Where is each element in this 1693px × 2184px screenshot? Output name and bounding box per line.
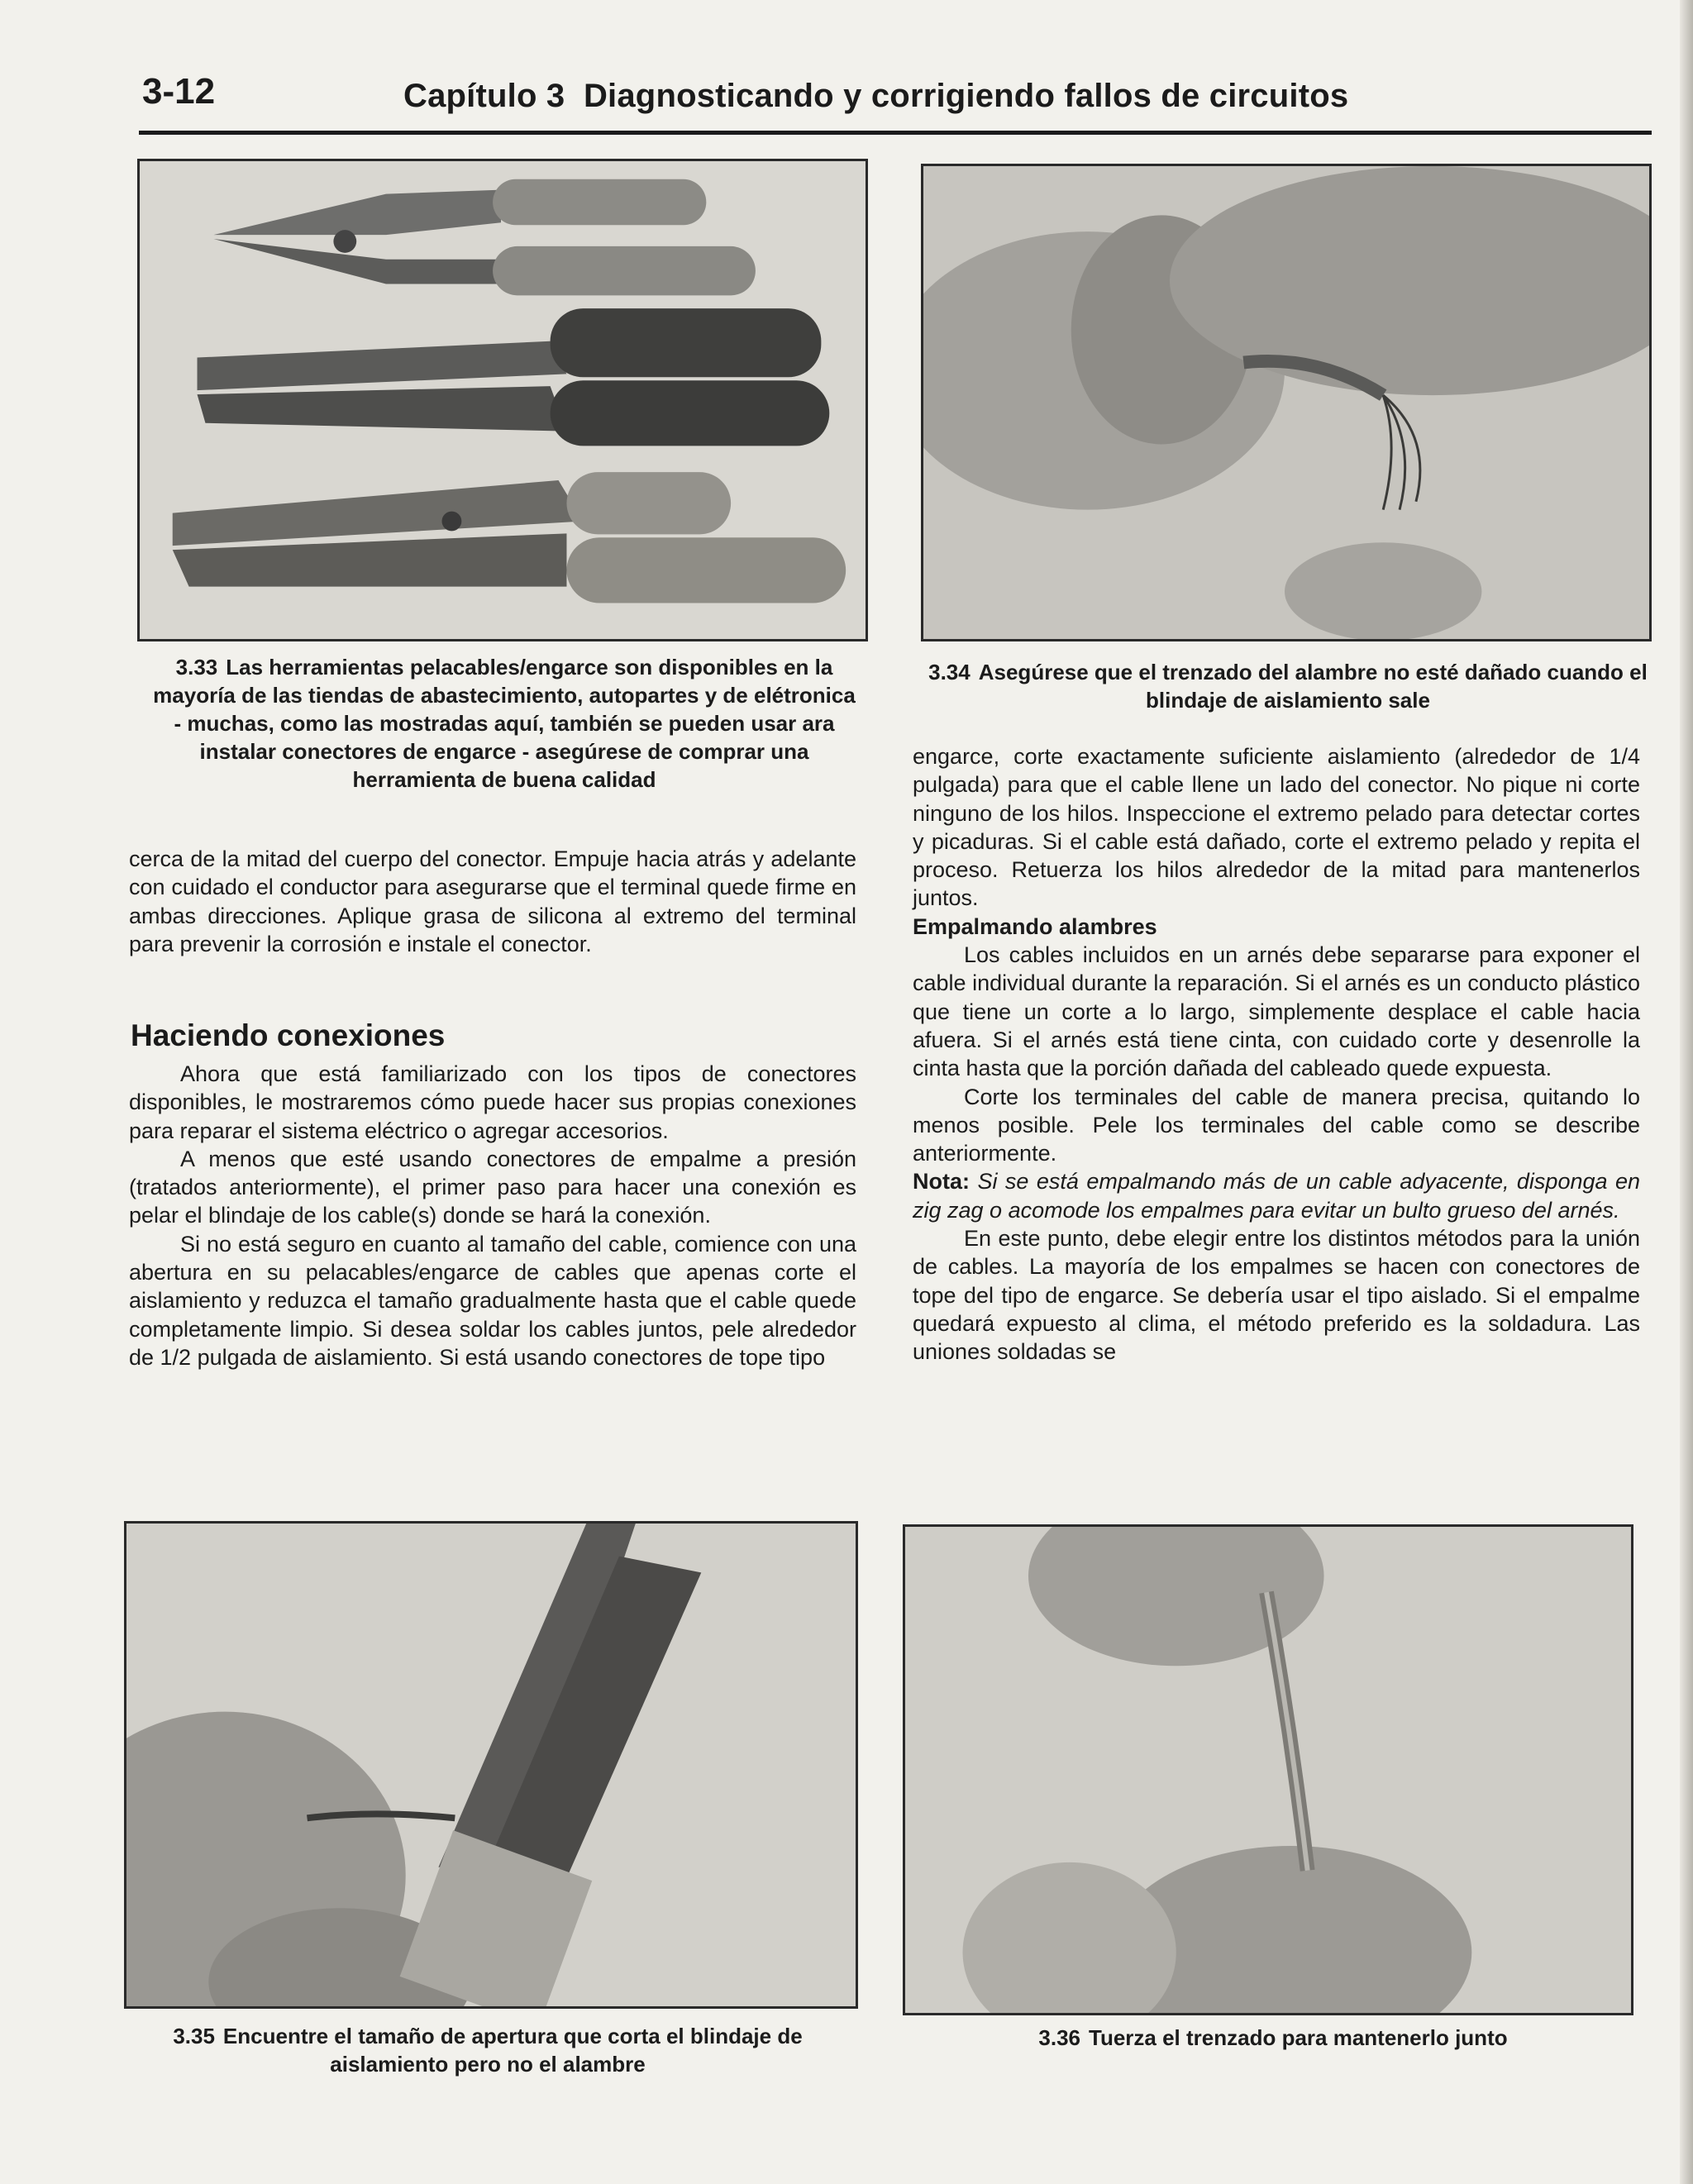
photo-stripped-wire — [921, 164, 1652, 641]
subheading: Empalmando alambres — [913, 913, 1157, 939]
figure-caption-text: Tuerza el trenzado para mantenerlo junto — [1089, 2025, 1508, 2050]
figure-caption — [124, 2022, 851, 2078]
paragraph: engarce, corte exactamente suficiente aislamiento (alrededor de 1/4 pulgada) para que el cable llene un lado del conector. No pique ni corte ninguno de los hilos. Inspeccione el extremo pelado para detectar cortes y picaduras. Si el cable está dañado, corte el extremo pelado y repita el proceso. Retuerza los hilos alrededor de la mitad para mantenerlos juntos. — [913, 744, 1640, 911]
right-column-text — [913, 742, 1640, 1366]
header-rule — [139, 131, 1652, 135]
left-column-text-top — [129, 845, 856, 958]
figure-number: 3.35 — [173, 2024, 215, 2048]
page-binding-edge — [1680, 0, 1693, 2184]
figure-number: 3.34 — [928, 660, 970, 684]
figure-caption — [909, 2024, 1637, 2052]
photo-twisting-strands — [903, 1524, 1633, 2015]
paragraph: Si no está seguro en cuanto al tamaño del cable, comience con una abertura en su pelacables/engarce de cables que apenas corte el aislamiento y reduzca el tamaño gradualmente hasta que el cable quede completamente limpio. Si desea soldar los cables juntos, pele alrededor de 1/2 pulgada de aislamiento. Si está usando conectores de tope tipo — [129, 1231, 856, 1370]
paragraph: En este punto, debe elegir entre los distintos métodos para la unión de cables. La mayoría de los empalmes se hacen con conectores de tope del tipo de engarce. Se debería usar el tipo aislado. Si el empalme quedará expuesto al clima, el método preferido es la soldadura. Las uniones soldadas se — [913, 1226, 1640, 1365]
figure-caption-text: Encuentre el tamaño de apertura que corta el blindaje de aislamiento pero no el alambre — [222, 2024, 803, 2077]
paragraph: cerca de la mitad del cuerpo del conector. Empuje hacia atrás y adelante con cuidado el conductor para asegurarse que el terminal quede firme en ambas direcciones. Aplique grasa de silicona al extremo del terminal para prevenir la corrosión e instale el conector. — [129, 846, 856, 956]
figure-caption — [149, 653, 860, 794]
figure-caption — [924, 658, 1652, 714]
note-label: Nota: — [913, 1169, 970, 1195]
figure-number: 3.36 — [1038, 2025, 1080, 2050]
note-text: Si se está empalmando más de un cable adyacente, disponga en zig zag o acomode los empalmes para evitar un bulto grueso del arnés. — [913, 1169, 1640, 1223]
figure-caption-text: Las herramientas pelacables/engarce son disponibles en la mayoría de las tiendas de abastecimiento, autopartes y de elétronica - muchas, como las mostradas aquí, también se pueden usar ara instalar conectores de engarce - asegúrese de comprar una herramienta de buena calidad — [153, 655, 856, 792]
figure-number: 3.33 — [175, 655, 218, 680]
paragraph: A menos que esté usando conectores de empalme a presión (tratados anteriormente), el primer paso para hacer una conexión es pelar el blindaje de los cable(s) donde se hará la conexión. — [129, 1146, 856, 1228]
left-column-text — [129, 1060, 856, 1371]
paragraph: Corte los terminales del cable de manera precisa, quitando lo menos posible. Pele los terminales del cable como se describe anteriormente. — [913, 1084, 1640, 1166]
photo-stripping-wire — [124, 1521, 858, 2009]
photo-crimping-tools — [137, 159, 868, 641]
page-number: 3-12 — [142, 71, 216, 112]
chapter-title: Capítulo 3 Diagnosticando y corrigiendo fallos de circuitos — [403, 78, 1349, 114]
figure-caption-text: Asegúrese que el trenzado del alambre no esté dañado cuando el blindaje de aislamiento sale — [978, 660, 1648, 713]
section-title: Haciendo conexiones — [131, 1018, 446, 1052]
paragraph: Ahora que está familiarizado con los tipos de conectores disponibles, le mostraremos cómo puede hacer sus propias conexiones para reparar el sistema eléctrico o agregar accesorios. — [129, 1061, 856, 1143]
note — [913, 1167, 1640, 1224]
paragraph: Los cables incluidos en un arnés debe separarse para exponer el cable individual durante la reparación. Si el arnés es un conducto plástico que tiene un corte a lo largo, simplemente desplace el cable hacia afuera. Si el arnés está tiene cinta, con cuidado corte y desenrolle la cinta hasta que la porción dañada del cableado quede expuesta. — [913, 942, 1640, 1081]
